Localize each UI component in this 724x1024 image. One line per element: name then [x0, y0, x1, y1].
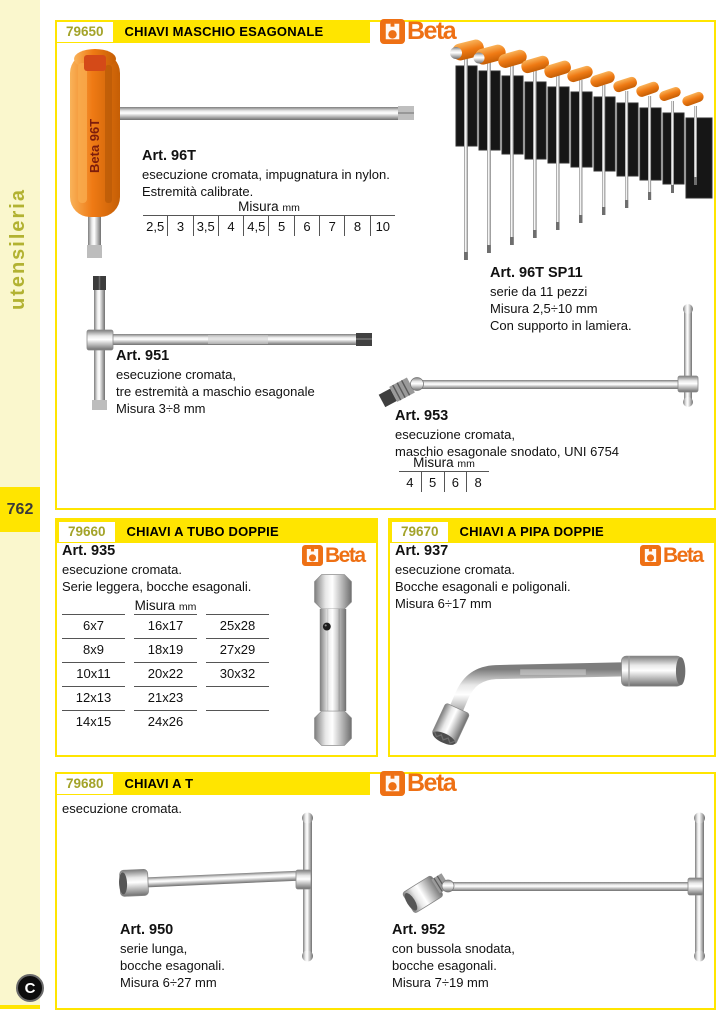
art-950-name: Art. 950: [120, 922, 174, 938]
art-952-block: [392, 922, 622, 991]
art-937-name: Art. 937: [395, 543, 449, 559]
beta-brand-icon: [640, 545, 661, 566]
size-cell: 25x28: [206, 614, 269, 638]
size-cell: 14x15: [62, 710, 125, 734]
section-79680-header: [55, 772, 370, 795]
art-96t-sp11-name: Art. 96T SP11: [490, 265, 583, 281]
size-table-heading: [62, 598, 269, 613]
size-cell: 10x11: [62, 662, 125, 686]
art-96t-size-table: [143, 199, 395, 236]
art-96t-line2: Estremità calibrate.: [142, 184, 254, 200]
pipe-wrench-937-image: [398, 628, 708, 750]
art-935-name: Art. 935: [62, 543, 116, 559]
art-951-line3: Misura 3÷8 mm: [116, 401, 206, 417]
art-937-line3: Misura 6÷17 mm: [395, 596, 492, 612]
beta-logo: [380, 771, 455, 796]
size-table-row: [399, 471, 489, 492]
size-cell: 4: [399, 471, 421, 492]
art-951-name: Art. 951: [116, 348, 170, 364]
size-cell: 4,5: [243, 215, 268, 236]
size-cell: 2,5: [143, 215, 167, 236]
size-cell: 6: [444, 471, 467, 492]
art-953-line1: esecuzione cromata,: [395, 427, 515, 442]
section-79680-title: CHIAVI A T: [124, 776, 194, 791]
size-cell: 4: [218, 215, 243, 236]
section-79680-code: 79680: [57, 774, 113, 794]
size-cell: [206, 710, 269, 734]
size-grid-col3: [206, 614, 269, 734]
size-cell: [206, 686, 269, 710]
size-cell: 7: [319, 215, 344, 236]
section-79660-header: [57, 520, 376, 543]
size-cell: 12x13: [62, 686, 125, 710]
beta-brand-icon: [380, 771, 405, 796]
art-950-line2: bocche esagonali.: [120, 958, 225, 974]
art-952-name: Art. 952: [392, 922, 446, 938]
size-cell: 6: [294, 215, 319, 236]
art-950-line3: Misura 6÷27 mm: [120, 975, 217, 991]
art-935-line2: Serie leggera, bocche esagonali.: [62, 579, 252, 595]
art-96t-sp11-line3: Con supporto in lamiera.: [490, 318, 632, 334]
art-953-line2: maschio esagonale snodato, UNI 6754: [395, 444, 620, 460]
art-937-block: [395, 543, 635, 612]
art-96t-block: [142, 148, 422, 200]
size-cell: 6x7: [62, 614, 125, 638]
size-cell: 16x17: [134, 614, 197, 638]
size-table-heading: [143, 199, 395, 214]
beta-wordmark: Beta: [407, 17, 456, 45]
sidebar-bottom-rule: [0, 1005, 40, 1009]
size-cell: 5: [268, 215, 293, 236]
art-935-block: [62, 543, 297, 595]
size-cell: 3: [167, 215, 192, 236]
size-cell: 8x9: [62, 638, 125, 662]
section-79670-title: CHIAVI A PIPA DOPPIE: [459, 524, 604, 539]
art-935-line1: esecuzione cromata.: [62, 562, 182, 577]
size-grid-col1: [62, 614, 125, 734]
size-cell: 10: [370, 215, 395, 236]
beta-logo: [302, 545, 365, 566]
tube-wrench-935-image: [296, 572, 370, 748]
page-number-badge: 762: [0, 487, 40, 532]
size-table-row: [143, 215, 395, 236]
art-952-line3: Misura 7÷19 mm: [392, 975, 489, 991]
size-cell: 8: [466, 471, 489, 492]
size-cell: 8: [344, 215, 369, 236]
size-cell: 18x19: [134, 638, 197, 662]
section-79650-title: CHIAVI MASCHIO ESAGONALE: [124, 24, 324, 39]
size-cell: 24x26: [134, 710, 197, 734]
section-79650-code: 79650: [57, 22, 113, 42]
size-table-title: Misura: [134, 598, 176, 613]
art-935-size-table: [62, 598, 269, 734]
size-grid-col2: [134, 614, 197, 734]
beta-brand-icon: [380, 19, 405, 44]
size-cell: 30x32: [206, 662, 269, 686]
section-79660-title: CHIAVI A TUBO DOPPIE: [126, 524, 279, 539]
art-952-line1: con bussola snodata,: [392, 941, 515, 956]
size-table-unit: mm: [457, 458, 475, 470]
size-cell: 20x22: [134, 662, 197, 686]
beta-wordmark: Beta: [663, 544, 703, 567]
size-table-unit: mm: [282, 202, 300, 214]
section-79660-code: 79660: [59, 522, 115, 542]
art-937-line1: esecuzione cromata.: [395, 562, 515, 577]
publisher-corner-logo: C: [16, 974, 44, 1002]
size-grid: [62, 614, 269, 734]
size-table-unit: mm: [178, 601, 197, 613]
art-951-line1: esecuzione cromata,: [116, 367, 236, 382]
art-951-block: [116, 348, 376, 417]
beta-logo: [640, 545, 703, 566]
size-cell: 27x29: [206, 638, 269, 662]
size-cell: 21x23: [134, 686, 197, 710]
art-953-block: [395, 408, 685, 460]
art-96t-name: Art. 96T: [142, 148, 196, 164]
art-950-block: [120, 922, 320, 991]
art-96t-sp11-line2: Misura 2,5÷10 mm: [490, 301, 598, 317]
art-96t-line1: esecuzione cromata, impugnatura in nylon.: [142, 167, 390, 182]
intro-line: esecuzione cromata.: [62, 801, 182, 816]
hex-key-set-96t-sp11-image: [447, 36, 717, 264]
art-96t-sp11-line1: serie da 11 pezzi: [490, 284, 588, 299]
svg-text:Beta 96T: Beta 96T: [87, 118, 102, 173]
beta-wordmark: Beta: [325, 544, 365, 567]
art-937-line2: Bocche esagonali e poligonali.: [395, 579, 571, 595]
size-cell: 5: [421, 471, 444, 492]
size-table-title: Misura: [413, 455, 454, 470]
art-951-line2: tre estremità a maschio esagonale: [116, 384, 315, 400]
sidebar-category-label: utensileria: [7, 188, 29, 311]
art-953-name: Art. 953: [395, 408, 449, 424]
section-79670-header: [390, 520, 714, 543]
beta-logo: [380, 19, 455, 44]
size-cell: 3,5: [193, 215, 218, 236]
art-953-size-table: [399, 455, 489, 492]
size-table-title: Misura: [238, 199, 279, 214]
section-79670-code: 79670: [392, 522, 448, 542]
beta-brand-icon: [302, 545, 323, 566]
t-key-953-image: [378, 303, 718, 408]
beta-wordmark: Beta: [407, 769, 456, 797]
art-950-line1: serie lunga,: [120, 941, 188, 956]
size-table-heading: [399, 455, 489, 470]
art-952-line2: bocche esagonali.: [392, 958, 497, 974]
section-79650-header: [55, 20, 370, 43]
